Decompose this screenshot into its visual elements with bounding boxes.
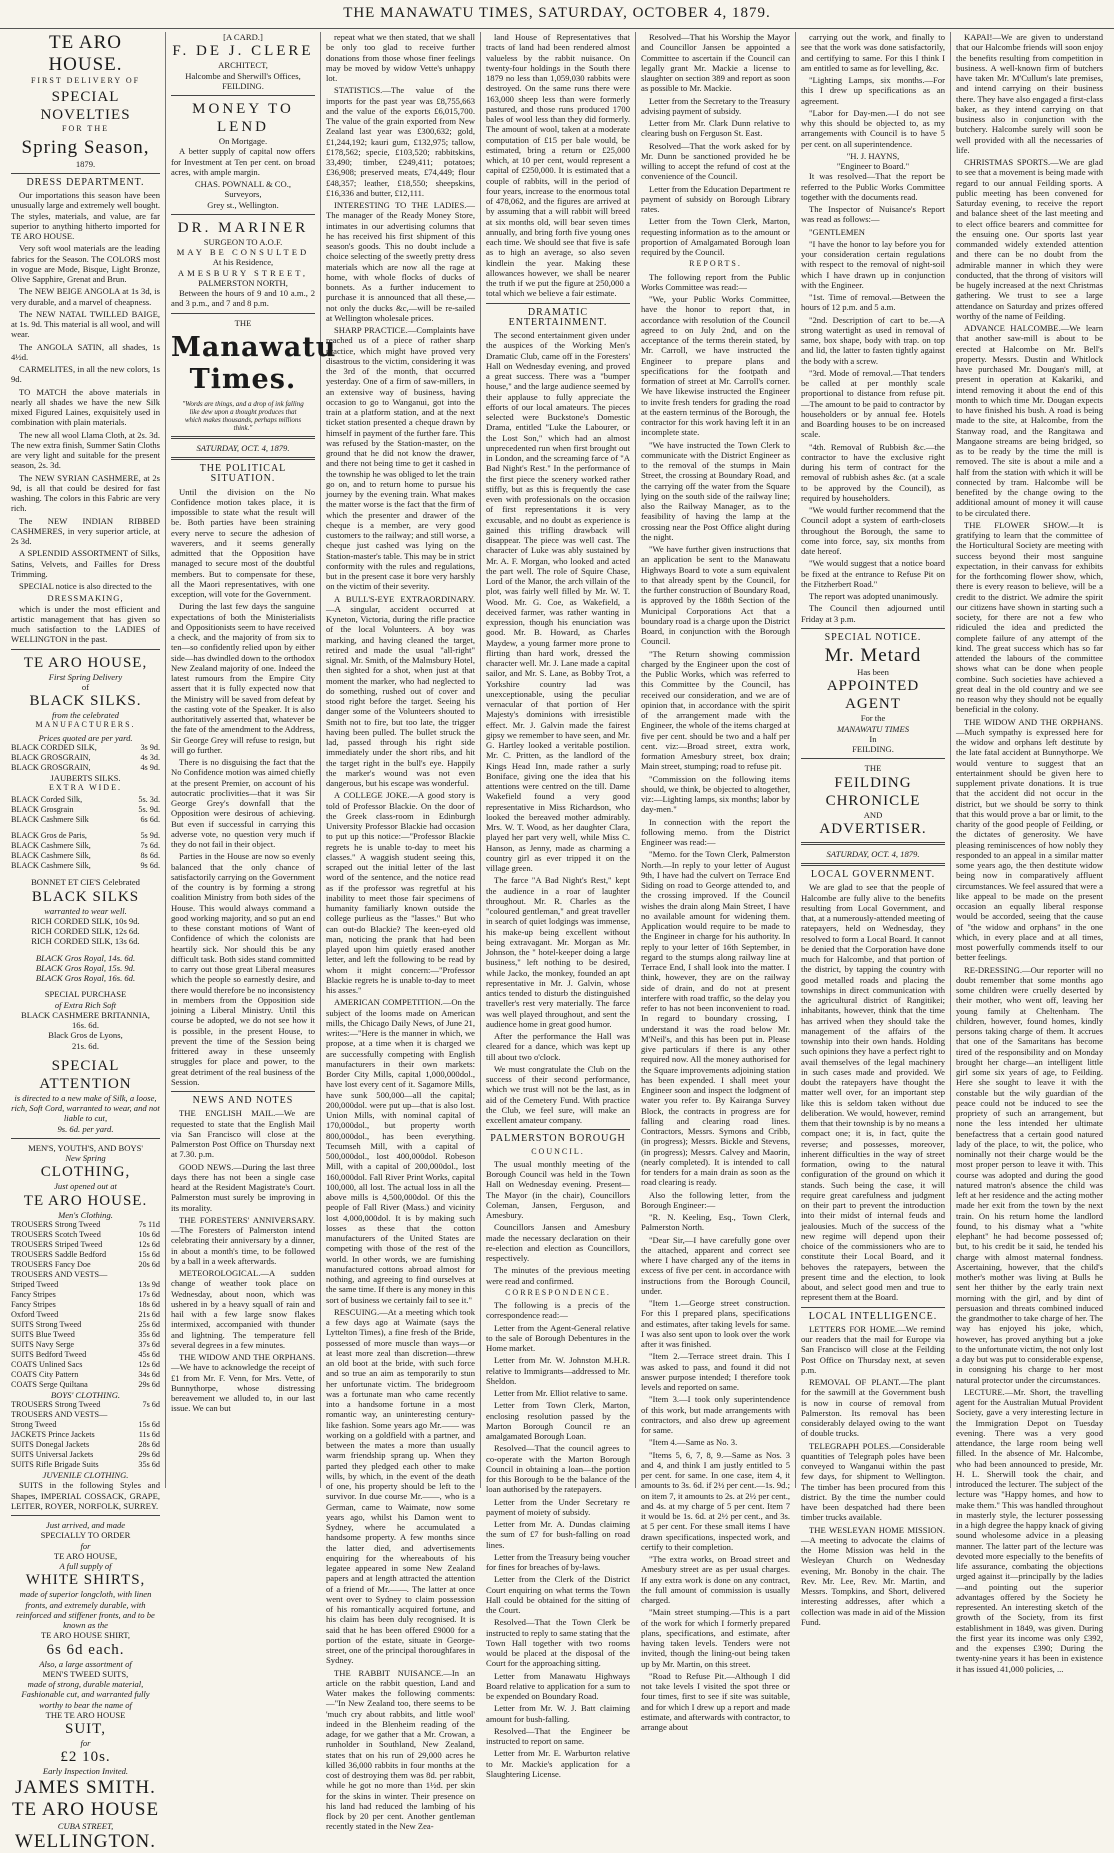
chronicle-title: FEILDING CHRONICLE — [825, 774, 921, 809]
paragraph: carrying out the work, and finally to see that the work was done satisfactorily, and certifying to same. For this I think I am entitled to same as for levelling, &c. — [801, 32, 945, 73]
paragraph: INTERESTING TO THE LADIES.—The manager of the Ready Money Store, intimates in our advertising columns that he has received his first shipment of this season's goods. This no doubt include a choice selecting of the sweetly pretty dress materials which are now all the rage at home, with whole flocks of ducks of bonnets. As a further inducement to purchase it is announced that all these,—not only the ducks &c,—will be re-sailed at Wellington wholesale prices. — [326, 200, 475, 323]
price-line: COATS Unlined Sacs 12s 6d — [11, 1359, 160, 1369]
price-line: RICH CORDED SILK, 13s 6d. — [31, 936, 140, 947]
paragraph: The NEW NATAL TWILLED BAIGE, at 1s. 9d. This material is all wool, and will wear. — [11, 308, 160, 340]
feilding-label: FEILDING. — [222, 80, 264, 91]
clere-name: F. DE J. CLERE — [172, 43, 314, 60]
te-aro-house-5: TE ARO HOUSE — [11, 1798, 160, 1820]
paragraph: Also the following letter, from the Borough Engineer:— — [641, 1189, 790, 1210]
special-novelties: SPECIAL NOVELTIES — [40, 89, 131, 124]
issue-date: SATURDAY, OCT. 4, 1879. — [196, 442, 290, 453]
paragraph: A SPLENDID ASSORTMENT of Silks, Satins, Velvets, and Failles for Dress Trimming. — [11, 548, 160, 579]
paragraph: Letter from Town Clerk, Marton, enclosing resolution passed by the Marton Borough Council re an amalgamated Borough Loan. — [486, 1400, 630, 1441]
celebrated: from the celebrated — [52, 710, 119, 720]
dramatic-heading: DRAMATIC ENTERTAINMENT. — [508, 306, 608, 328]
price-line: TROUSERS Strong Tweed 7s 6d — [11, 1400, 160, 1409]
paragraph: In connection with the report the following memo. from the District Engineer was read:— — [641, 816, 790, 847]
paragraph: A COLLEGE JOKE.—A good story is told of Professor Blackie. On the door of the Greek class-room in Edinburgh University Professor Blackie had occasion to put up this notice:—"Professor Blackie regrets he is unable to-day to meet his classes." A waggish student seeing this, scraped out the initial letter of the last word of the sentence, and the notice read as if the professor was regretful at his inability to meet those fair specimens of humanity familiarly known outside the college purlieus as the "lasses." But who can out-do Blackie? The keen-eyed old man, noticing the prank that had been played upon him quietly erased another letter, and left the following to be read by whom it might concern:—"Professor Blackie regrets he is unable to-day to meet his asses." — [326, 790, 475, 995]
price-line: COATS Serge Quiltana 29s 6d — [11, 1379, 160, 1389]
te-aro-title-2: TE ARO HOUSE, — [23, 654, 148, 671]
price-line: BLACK Cashmere Silk, 8s 6d. — [11, 851, 160, 861]
paragraph: "Item 4.—Same as No. 3. — [649, 1437, 738, 1448]
price-line: Striped Tweed 13s 9d — [11, 1279, 160, 1289]
price-line: Fancy Stripes 18s 6d — [11, 1299, 160, 1309]
shirt-desc: made of superior longcloth, with linen fronts, and extremely durable, with reinforced and stiffener fronts, and to be known as the — [16, 1589, 155, 1630]
price-line: SUITS Rifle Brigade Suits 35s 6d — [11, 1460, 160, 1469]
prices-note: Prices quoted are per yard. — [38, 732, 133, 743]
dress-department: DRESS DEPARTMENT. — [26, 176, 145, 188]
pownall: CHAS. POWNALL & CO., — [194, 179, 292, 189]
price-line: Oxford Tweed 21s 6d — [11, 1309, 160, 1319]
paragraph: "R. N. Keeling, Esq., Town Clerk, Palmerston North. — [641, 1212, 790, 1233]
local-intelligence-heading: LOCAL INTELLIGENCE. — [808, 1310, 938, 1322]
paragraph: "4th. Removal of Rubbish &c.—the contractor to have the exclusive right during his term of contract for the removal of rubbish ashes &c. (at a scale to be approved by the Council), as required by householders. — [801, 441, 945, 503]
price-line: RICH CORDED SILK, 12s 6d. — [31, 926, 140, 936]
price-line: BLACK Gros Royal, 16s. 6d. — [35, 973, 136, 983]
paragraph: "The extra works, on Broad street and Amesbury street are as per usual charges. If any extra work is done on any contract, the full amount of commission is usually charged. — [641, 1554, 790, 1605]
paragraph: "Dear Sir,—I have carefully gone over the attached, apparent and correct see where I have charged any of the items in excess of five per cent. in accordance with instructions from the Borough Council, under. — [641, 1234, 790, 1296]
advertiser-title: ADVERTISER. — [819, 820, 927, 837]
paragraph: SHARP PRACTICE.—Complaints have reached us of a piece of rather sharp practice, which might have proved very disastrous to the victim, considering it was the 3rd of the month, that occurred yesterday. One of a firm of saw-millers, in an extensive way of business, having occasion to go to Wanganui, got into the train at a platform station, and at the next ticket station presented a cheque drawn by himself in payment of the further fare. This was refused by the Station-master, on the ground that he did not know the drawer, and there not being time to get it cashed in the township he was obliged to let the train go on, and to return home to pursue his journey by the evening train. What makes the matter worse is the fact that the firm of which the presenter and drawer of the cheque is a member, are very good customers to the railway; and still worse, a cheque just cashed was lying on the Station-master's table. This may be in strict conformity with the rules and regulations, but in the present case it bore very harshly on the victim of their severity. — [326, 325, 475, 592]
spring-season: Spring Season, — [21, 136, 150, 158]
political-heading: THE POLITICAL SITUATION. — [199, 463, 287, 485]
paragraph: Councillors Jansen and Amesbury made the necessary declaration on their re-election and election as Councillors, respectively. — [486, 1222, 630, 1263]
paragraph: THE ENGLISH MAIL.—We are requested to state that the English Mail via San Francisco will close at the Palmerston Post Office on Thursday next at 7.30. p.m. — [171, 1108, 315, 1160]
council-subheading: COUNCIL. — [531, 1146, 585, 1156]
paragraph: THE FORESTERS' ANNIVERSARY.—The Foresters of Palmerston intend celebrating their anniversary by a dinner, in about a month's time, to be followed by a ball in a week afterwards. — [171, 1214, 315, 1266]
specially: SPECIALLY TO ORDER — [40, 1530, 131, 1541]
paragraph: "Labor for Day-men.—I do not see why this should be objected to, as my arrangements with Council is to have 5 per cent. on all superintendence. — [801, 107, 945, 149]
paragraph: The usual monthly meeting of the Borough Council was held in the Town Hall on Wednesday evening. Present—The Mayor (in the chair), Councillors Coleman, Jansen, Ferguson, and Amesbury. — [486, 1158, 630, 1220]
price-line: JACKETS Prince Jackets 11s 6d — [11, 1430, 160, 1439]
paragraph: Letter from the Treasury being voucher for fines for breaches of by-laws. — [486, 1551, 630, 1572]
paragraph: THE FLOWER SHOW.—It is gratifying to learn that the committee of the Horticultural Society are meeting with success beyond their most sanguine expectation, in their canvass for exhibits for the forthcoming flower show, which, there is every reason to believe, will be a credit to the district. We admire the spirit our citizens have shown in starting such a society, for there are not a few who ridiculed the idea and predicted the complete failure of any attempt of the kind. The great success which has so far attended the labours of the committee shows what can be done when people combine. Such societies have achieved a great deal in the old country and we see no reason why they should not be equally beneficial in the colony. — [956, 519, 1103, 715]
paragraph: METEOROLOGICAL.—A sudden change of weather took place on Wednesday, about noon, which was ushered in by a heavy squall of rain and hail with a few large snow flakes intermixed, accompanied with thunder and lightning. The temperature fell several degrees in a few minutes. — [171, 1268, 315, 1350]
paragraph: There is no disguising the fact that the No Confidence motion was aimed chiefly at the present Premier, on account of his autocratic proclivities—that it was Sir George Grey's downfall that the Opposition were desirous of achieving. But even if successful in carrying this adverse vote, no question very much if they do not fail in their object. — [171, 757, 315, 849]
paragraph: The second entertainment given under the auspices of the Working Men's Dramatic Club, came off in the Foresters' Hall on Wednesday evening, and proved a great success. There was a "bumper house," and the large audience seemed by their applause to fully appreciate the efforts of our local amateurs. The pieces selected were Buckstone's Domestic Drama, entitled "Luke the Labourer, or the Lost Son," which had an almost unprecedented run when first brought out in London, and the screaming farce of "A Bad Night's Rest." In the performance of the first piece the scenery worked rather stiffly, but as this is frequently the case even with professionals on the occasion of first representations it is very excusable, and no doubt as experience is gained this trifling drawback will disappear. The piece was well cast. The character of Luke was ably sustained by Mr. A. F. Morgan, who looked and acted the part well. The role of Squire Chase, Lord of the Manor, the arch villain of the plot, was fairly well filled by Mr. W. T. Wood. Mr. G. Coe, as Wakefield, a deceived farmer, was rather wanting in expression, though his enunciation was good. Mr. B. Howard, as Charles Maydew, a young farmer more prone to flirting than hard work, dressed the character well. Mr. J. Lane made a capital sailor, and Mr. S. Lane, as Bobby Trot, a Yorkshire country lad was unexceptionable, using the peculiar vernacular of that portion of Her Majesty's dominions with irresistible effect. Mr. J. Galvin made the fairest gipsy we remember to have seen, and Mr. G. Hartley looked a veritable postilion. Mr. C. Pritten, as the landlord of the Kings Head Inn, made rather a surly Boniface, giving one the idea that his attentions were centred on the till. Dame Wakefield found a very good representative in Miss Richardson, who looked the bereaved mother admirably. Mrs. W. T. Wood, as her daughter Clara, played her part very well, while Miss C. Hanson, as Jenny, made as charming a country girl as ever tripped it on the village green. — [486, 330, 630, 873]
for-label-2: for — [80, 1738, 91, 1748]
paragraph: LETTERS FOR HOME.—We remind our readers that the mail for Europe via San Francisco will close at the Feilding Post Office on Thursday next, at seven p.m. — [801, 1323, 945, 1375]
paragraph: "2nd. Description of cart to be.—A strong watertight as used in removal of same, box shape, body with trap. on top and lid, the latter to fasten tightly against the body with a screw. — [801, 314, 945, 366]
column-6 — [796, 32, 951, 1627]
paragraph: We must congratulate the Club on the success of their second performance, which we trust will not be the last, as in aid of the Cemetery Fund. With practice the Club, we feel sure, will make an excellent amateur company. — [486, 1063, 630, 1125]
purchase-line: 16s. 6d. — [72, 1020, 99, 1030]
paragraph: The following report from the Public Works Committee was read:— — [641, 271, 790, 292]
special-attention: SPECIAL ATTENTION — [39, 1057, 132, 1092]
paragraph: "We have instructed the Town Clerk to communicate with the District Engineer as to the removal of the stumps in Main Street, the crossing at Boundary Road, and the carrying off the water from the Square lying on the south side of the railway line; also the Railway Manager, as to the feasibility of having the lamp at the crossing near the Post Office alight during the night. — [641, 439, 790, 542]
paragraph: TELEGRAPH POLES.—Considerable quantities of Telegraph poles have been conveyed to Wanganui within the past few days, for shipment to Wellington. The timber has been procured from this district. By the time the number could have been despatched had there been timber trucks available. — [801, 1440, 945, 1523]
purchase-line: 21s. 6d. — [72, 1040, 99, 1051]
special-notice-heading: SPECIAL NOTICE. — [824, 631, 922, 643]
paragraph: Letter from Mr. A. Dundas claiming the sum of £7 for bush-falling on road lines. — [486, 1519, 630, 1550]
paragraph: Resolved—That the council agrees to co-operate with the Marton Borough Council in obtaining a loan—the portion for this Borough to be the balance of the loan authorised by the ratepayers. — [486, 1443, 630, 1495]
mens-heading: MEN'S, YOUTH'S, AND BOYS' — [28, 1142, 143, 1153]
paragraph: which is under the most efficient and artistic management that has given so much satisfaction to the LADIES of WELLINGTON in the past. — [11, 603, 160, 645]
cuba-street: CUBA STREET, — [57, 1820, 114, 1831]
column-4 — [481, 32, 636, 1779]
correspondence-subheading: CORRESPONDENCE. — [505, 1287, 611, 1297]
paragraph: The NEW SYRIAN CASHMERE, at 2s 9d, is all that could be desired for fast washing. The colors in this Fabric are very rich. — [11, 472, 160, 514]
paragraph: "Road to Refuse Pit.—Although I did not take levels I visited the spot three or four times, first to see if site was suitable, and for which I drew up a report and made estimate, and afterwards with contractor, to arrange about — [641, 1670, 790, 1732]
paragraph: The Inspector of Nuisance's Report was read as follows:— — [801, 204, 945, 225]
price-line: BLACK GROSGRAIN, 4s 3d. — [11, 752, 160, 762]
paragraph: "We would further recommend that the Council adopt a system of earth-closets throughout the Borough, the same to come into force, say, six months from date hereof. — [801, 505, 945, 556]
price-line: BLACK Gros Royal, 15s. 9d. — [35, 962, 136, 973]
for-the: FOR THE — [62, 124, 109, 134]
paragraph: During the last few days the sanguine expectations of both the Ministerialists and Oppositionists seem to have received a check, and the majority of from six to ten—so confidently relied upon by either side—has dwindled down to the orthodox New Zealand majority of one. Indeed the latest rumours from the Empire City assert that it is fully expected now that the Ministry will be saved from defeat by the casting vote of the Speaker. It is also authoritatively asserted that, whatever be the fate of the amendment to the Address, Sir George Grey will refuse to resign, but will go further. — [171, 601, 315, 755]
paragraph: "Main street stumping.—This is a part of the work for which I formerly prepared plans, specifications, and estimate, after having taken levels. Tenders were not invited, though the lining-out being taken up by Mr. Martin, on this street. — [641, 1607, 790, 1669]
clothing-heading: CLOTHING, — [40, 1164, 131, 1181]
price-line: TROUSERS AND VESTS— — [11, 1269, 108, 1279]
paragraph: Our importations this season have been unusually large and extremely well bought. The styles, materials, and value, are far superior to anything hitherto imported for TE ARO HOUSE. — [11, 190, 160, 241]
paragraph: "Memo. for the Town Clerk, Palmerston North.—In reply to your letter of August 9th, I have had the culvert on Terrace End Siding on road to George attended to, and the crossing improved. If the Council wishes the drain along Main Street, I have no available amount for widening them. Application would require to be made to the Engineer in charge for his authority. In reply to your letter of 16th September, in regard to the stumps along railway line at Terrace End, I shall look into the matter. I think, however, they are on the railway side of drain, and do not at present interfere with road traffic, so the delay you refer to has not been inconvenient to road. In regard to boundary crossing, I understand it was the road below Mr. M'Neil's, and this has been put in. Please give particulars if there is any other required now. All the money authorised for the Square improvements adjoining station has been expended. I shall meet your Engineer soon and inspect the lodgment of water you refer to. By Kairanga Survey Block, the contracts in progress are for falling and clearing road lines. Contractors, Messrs. Symons and Cribb, (in progress); Messrs. Bickle and Stevens, (in progress); Messrs. Calvey and Maorin, (nearly completed). It is intended to call for tenders for a main drain as soon as the road clearing is ready. — [641, 849, 790, 1188]
extra-wide: EXTRA WIDE. — [49, 783, 122, 792]
on-mortgage: On Mortgage. — [218, 136, 268, 146]
paragraph: "Commission on the following items should, we think, be objected to altogether, viz:—Lighting lamps, six months; labor by day-men." — [641, 773, 790, 815]
columns — [6, 32, 1108, 1852]
of-label: of — [81, 681, 90, 692]
paragraph: STATISTICS.—The value of the imports for the past year was £8,755,663 and the value of the exports £6,015,700. The value of the grain exported from New Zealand last year was £300,632; gold, £1,244,192; kauri gum, £132,975; tallow, £178,562; specie, £103,520; rabbitskins, 33,490; timber, £249,411; potatoes; £36,908; preserved meats, £74,449; flour £48,357; leather, £18,550; sheepskins, £16,336 and butter, £12,111. — [326, 85, 475, 198]
price-line: COATS City Pattern 34s 6d — [11, 1369, 160, 1379]
the-house: THE TE ARO HOUSE — [45, 1709, 126, 1720]
price-line: TROUSERS Saddle Bedford 15s 6d — [11, 1249, 160, 1259]
masthead: Manawatu Times. — [171, 331, 337, 395]
column-1 — [6, 32, 166, 1852]
paragraph: "3rd. Mode of removal.—That tenders be called at per monthly scale proportional to distance from refuse pit.—The amount to be paid to contractor by householders or by annual fee. Hotels and Boarding houses to be on increased scale. — [801, 367, 945, 440]
column-2 — [166, 32, 337, 1488]
paragraph: KAPAI!—We are given to understand that our Halcombe friends will soon enjoy the benefits resulting from competition in business. A well-known firm of butchers have taken Mr. M'Cullum's late premises, and intend carrying on their business there. They have also engaged a first-class baker, as they intend carrying on that business also in conjunction with the butchery. Halcombe surely will soon be well provided with all the necessaries of life. — [956, 32, 1103, 155]
price-line: BLACK Cashmere Silk 6s 6d. — [11, 815, 160, 825]
appointed-agent: APPOINTED AGENT — [826, 678, 920, 713]
card-label: [A CARD.] — [223, 32, 263, 42]
price-line: BLACK GROSGRAIN, 4s 9d. — [11, 762, 160, 772]
paragraph: AMERICAN COMPETITION.—On the subject of the looms made on American mills, the Chicago Daily News, of June 21, writes:—"Here is the manner in which, we propose, at a time when it is charged we are successfully competing with English manufacturers in their own markets: Border City Mills, capital 1,000,000dol., have lost every cent of it. Sagamore Mills, have sunk 500,000—all the capital; 200,000dol. were put up—that is also lost. Union Mills, with nominal capital of 170,000dol., but property worth 800,000dol., has been everything. Tecumseh Mill, with a capital of 500,000dol., lost 400,000dol. Robeson Mill, with a capital of 200,000dol., lost 160,000dol. Fall River Print Works, capital 100,000, all lost. The actual loss in all the above mills is 4,500,000dol. Of this the people of Fall River (Mass.) and vicinity lost 4,000,000dol. It is by making such losses as these that the cotton manufacturers of the United States are competing with those of the rest of the world. In other words, we are furnishing manufactured cottons abroad almost for nothing, and agreeing to find ourselves at the same time. If there is any money in this sort of business we certainly fail to see it." — [326, 997, 475, 1305]
price-line: TROUSERS Strong Tweed 7s 11d — [11, 1219, 160, 1229]
paragraph: "GENTLEMEN — [809, 226, 866, 237]
paragraph: THE WESLEYAN HOME MISSION.—A meeting to advocate the claims of the Home Mission was held in the Wesleyan Church on Wednesday evening, Mr. Bonoby in the chair. The Rev. Mr. Lee, Rev. Mr. Martin, and Messrs. Tompkins, and Short, delivered interesting addresses, after which a collection was made in aid of the Mission Fund. — [801, 1524, 945, 1627]
also-label: Also, a large assortment of — [39, 1658, 132, 1669]
attention-price: 9s. 6d. per yard. — [57, 1123, 114, 1134]
paragraph: Parties in the House are now so evenly balanced that the only chance of satisfactorily carrying on the Government of the country is by forming a strong coalition Ministry from both sides of the House. This would always command a good working majority, and so put an end to these constant motions of Want of Confidence of which the colonists are heartily sick. Nor should this be any difficult task. Both sides stand committed to carry out those great Liberal measures which the people so earnestly desire, and there would therefore be no inconsistency in members from the Opposition side joining a Liberal Ministry. Until this course be adopted, we do not see how it is possible, in the present House, to prevent the time of the Session being frittered away in these unseemly struggles for place and power, to the great detriment of the real business of the Session. — [171, 851, 315, 1087]
paragraph: THE WIDOW AND THE ORPHANS.—Much sympathy is expressed here for the widow and orphans left destitute by the late fatal accident at Bunnythorpe. We would venture to suggest that an entertainment should be given here to supplement private donations. It is true that the accident did not occur in the district, but we should be sorry to think that this would prove a bar or limit, to the charity of the good people of Feilding, or the dictates of generosity. We have pleasing reminiscences of how nobly they responded to an appeal in a similar matter some years ago, the then destitute widow being now in comparatively affluent circumstances. We feel assured that were a like appeal to be made on the present occasion an equally liberal response would be accorded, seeing that the cause of "the widow and orphans" in the one which, in every place and at all times, most powerfully commends itself to our better feelings. — [956, 716, 1103, 963]
signature-title: "Engineer to Board." — [836, 161, 910, 171]
first-spring-delivery: First Spring Delivery — [48, 671, 123, 682]
architect-address: Halcombe and Sherwill's Offices, — [185, 70, 301, 81]
paragraph: "Lighting Lamps, six months.—For this I drew up specifications as an agreement. — [801, 75, 945, 106]
paragraph: REMOVAL OF PLANT.—The plant for the sawmill at the Government bush is now in course of removal from Palmerston. Its removal has been considerably delayed owing to the want of double trucks. — [801, 1377, 945, 1439]
paragraph: "Items 5, 6, 7, 8, 9.—Same as Nos. 3 and 4, and think I am justly entitled to 5 per cent. for same. In one case, item 4, it amounts to 3s. 6d. if 2½ per cent.—1s. 9d.; on item 7, it amounts to 2s. at 2½ per cent., and 4s. at my charge of 5 per cent. Item 7 it would be 1s. 6d. at 2½ per cent., and 3s. at 5 per cent. For these small items I have drawn specifications, inspected work, and certify to their completion. — [641, 1449, 790, 1552]
paragraph: The farce "A Bad Night's Rest," kept the audience in a roar of laughter throughout. Mr. R. Charles as the "coloured gentleman," and great traveller in search of quiet lodgings was immense, his make-up being excellent without being extravagant. Mr. Morgan as Mr. Johnson, the " hotel-keeper doing a large business," left nothing to be desired, while Jacko, the monkey, founded an apt representative in Mr. J. Galvin, whose antics tended to disturb the distinguished traveller's rest very materially. The farce was well played throughout, and sent the audience home in great good humor. — [486, 875, 630, 1029]
news-notes-heading: NEWS AND NOTES — [192, 1095, 294, 1106]
james-smith: JAMES SMITH. — [15, 1776, 156, 1798]
paragraph: Letter from Mr. E. Warburton relative to Mr. Mackie's application for a Slaughtering License. — [486, 1748, 630, 1779]
metard-name: Mr. Metard — [824, 645, 922, 666]
price-line: RICH CORDED SILK, 10s 9d. — [31, 915, 140, 926]
mens-clothing: Men's Clothing. — [58, 1209, 113, 1220]
paragraph: The Council then adjourned until Friday at 3 p.m. — [801, 603, 945, 624]
paragraph: The NEW INDIAN RIBBED CASHMERES, in very superior article, at 2s 3d. — [11, 515, 160, 546]
black-silks-heading-2: BLACK SILKS — [31, 888, 140, 905]
price-line: TROUSERS Scotch Tweed 10s 6d — [11, 1229, 160, 1239]
purchase-line: Black Gros de Lyons, — [48, 1030, 123, 1041]
new-spring: New Spring — [65, 1153, 106, 1163]
paragraph: Resolved—That his Worship the Mayor and Councillor Jansen be appointed a Committee to ascertain if the Council can legally grant Mr. Mackie a license to slaughter on section 389 and report as soon as possible to Mr. Mackie. — [641, 32, 790, 94]
year: 1879. — [75, 158, 96, 169]
column-3 — [321, 32, 481, 1832]
the-label: THE — [234, 317, 252, 328]
te-aro-house-3: TE ARO HOUSE. — [23, 1192, 148, 1209]
paragraph: "We, your Public Works Committee, have the honor to report that, in accordance with resolution of the Council agreed to on July 2nd, and on the acceptance of the terms therein stated, by Mr. Carroll, we have instructed the Engineer to prepare plans and specifications for the footpath and formation of street at Mr. Carroll's corner. We have likewise instructed the Engineer to invite fresh tenders for grading the road at the eastern terminus of the Borough, the contractor for this work having left it in an incomplete state. — [641, 294, 790, 438]
borough-heading: PALMERSTON BOROUGH — [490, 1133, 626, 1145]
price-line: Strong Tweed 15s 6d — [11, 1420, 160, 1429]
paragraph: land House of Representatives that tracts of land had been rendered almost valueless by the rabbit nuisance. On twenty-four holdings in the South there 1879 no less than 1,059,030 rabbits were destroyed. On the same runs there were 163,000 sheep less than were formerly pastured, and those runs produced 1700 bales of wool less than they did formerly. The amount of wool, taken at a moderate computation of £15 per bale would, be estimated, bring a return or £25,000 which, at 10 per cent, would represent a capital of £250,000. It is estimated that a couple of rabbits, will in the period of four years, increase to the enormous total of 478,062, and the figures are arrived at by assuming that a will rabbit will breed at six months old, will bear seven times annually, and bring forth five young ones each time. We should see that five is safe as to high an average, so also seven kindlein the year. Making these allowances however, we shall be nearer the truth if we put the figure at 250,000 a total which we believe a fair estimate. — [486, 32, 630, 299]
price-line: SUITS Bedford Tweed 45s 6d — [11, 1349, 160, 1359]
paragraph: "Item 1.—George street construction. For this I prepared plans, specifications and estimates, after taking levels for same. I was also sent upon to look over the work after it was finished. — [641, 1298, 790, 1349]
newspaper-date-header: THE MANAWATU TIMES, SATURDAY, OCTOBER 4, 1879. — [343, 5, 771, 21]
chronicle-date: SATURDAY, OCT. 4, 1879. — [826, 848, 920, 859]
paragraph: RESCUING.—At a meeting which took a few days ago at Waimate (says the Lyttelton Times), a fine fresh of the Bride, possessed of more muscle than ways—or at least more zeal than discretion—threw an old boot at the bride, with such force and so true an aim as temporarily to stun her unfortunate victim. The bridegroom was a fortunate man who came recently into a handsome fortune in a most romantic way, an uninteresting century-like fashion. Some years ago Mr.—— was working on a goldfield with a partner, and between the mates a more than usually warm friendship sprang up. When they parted they pledged each other to make wills, by which, in the event of the death of one, his property should be left to the survivor. In due course Mr.——, who is a German, came to Waimate, now some years ago, whilst his Damon went to Sydney, where he accumulated a handsome property. A few months since the latter died, and advertisements enquiring for the whereabouts of his legatee appeared in some New Zealand papers and at length attracted the attention of a friend of Mr.——. The latter at once went over to Sydney to claim possession of his romantically acquired fortune, and his claim has been duly recognised. It is said that he has been offered £9000 for a portion of the estate, situate in George-street, one of the principal thoroughfares in Sydney. — [326, 1306, 475, 1666]
paragraph: The NEW BEIGE ANGOLA at 1s 3d, is very durable, and a marvel of cheapness. — [11, 286, 160, 307]
motto: "Words are things, and a drop of ink falling like dew upon a thought produces that which makes thousands, perhaps millions think." — [182, 399, 304, 432]
boys-clothing: BOYS' CLOTHING. — [50, 1389, 121, 1400]
signature-name: "H. J. HAYNS, — [846, 150, 900, 161]
paragraph: Letter from the Education Department re payment of subsidy on Borough Library rates. — [641, 183, 790, 214]
price-line: BLACK Cashmere Silk, 7s 6d. — [11, 841, 160, 851]
paragraph: Resolved—That the Engineer be instructed to report on same. — [486, 1725, 630, 1746]
jauberts-heading: JAUBERTS SILKS. — [50, 772, 121, 783]
paragraph: TO MATCH the above materials in nearly all shades we have the new Silk mixed Figured Laines, exquisitely used in combination with plain materials. — [11, 386, 160, 428]
paragraph: Very soft wool materials are the leading fabrics for the Season. The COLORS most in vogue are Mode, Bisque, Light Bronze, Olive Sapphire, Grenat and Brun. — [11, 243, 160, 284]
paragraph: Letter from the Under Secretary re payment of moiety of subsidy. — [486, 1496, 630, 1517]
price-line: SUITS Navy Serge 37s 6d — [11, 1339, 160, 1349]
price-line: BLACK Corded Silk, 5s. 3d. — [11, 795, 160, 805]
price-line: SUITS Universal Jackets 29s 6d — [11, 1450, 160, 1459]
paragraph: It was resolved—That the report be referred to the Public Works Committee together with the documents read. — [801, 171, 945, 202]
paragraph: "We have further given instructions that an application be sent to the Manawatu Highways Board to vote a sum equivalent to that already spent by the Council, for the further construction of Boundary Road, is approved by the 188th Section of the Municipal Corporations Act that a boundary road is a charge upon the District Board, in conjunction with the Borough Council. — [641, 544, 790, 647]
for-label: for — [80, 1540, 91, 1551]
purchase-line: of Extra Rich Soft — [54, 999, 117, 1010]
paragraph: Letter from Manawatu Highways Board relative to application for a sum to be expended on Boundary Road. — [486, 1670, 630, 1701]
paragraph: The following is a precis of the correspondence read:— — [486, 1300, 630, 1321]
warranted: warranted to wear well. — [44, 905, 127, 916]
column-7 — [951, 32, 1108, 1674]
paragraph: "1st. Time of removal.—Between the hours of 12 p.m. and 5 a.m. — [801, 292, 945, 313]
page-header — [0, 0, 1114, 29]
paragraph: THE RABBIT NUISANCE.—In an article on the rabbit question, Land and Water makes the following comments:—"In New Zealand too, there seems to be 'much cry about rabbits, and little wool' indeed in the Blenheim reading of the adage, for we gather that a Mr. Crowan, a runholder in Southland, New Zealand, states that on his run of 29,000 acres he killed 36,000 rabbits in four months at the cost of destroying them was 8d. per rabbit, while he got no more than 1½d. per skin for the skins in winter. Their presence on his land had reduced the lambing of his flock by 20 per cent. Another gentleman recently stated in the New Zea- — [326, 1667, 475, 1832]
dressmaking-heading: DRESSMAKING, — [47, 593, 124, 604]
price-line: SUITS Blue Tweed 35s 6d — [11, 1329, 160, 1339]
reports-subheading: REPORTS. — [689, 259, 742, 269]
grey-street: Grey st., Wellington. — [207, 199, 279, 210]
paragraph: CHRISTMAS SPORTS.—We are glad to see that a movement is being made with regard to our annual Feilding sports. A public meeting has been convened for Saturday evening, to receive the report and balance sheet of the last meeting and to elect office bearers and committee for the ensuing one. Our sports last year commanded widely extended attention and there can be no doubt from the admirable manner in which they were conducted, that the throng of visitors will be hugely increased at the next Christmas gathering. We trust to see a large attendance on Saturday and prizes offered worthy of the name of Feilding. — [956, 157, 1103, 321]
feilding-town: FEILDING. — [852, 744, 894, 754]
paragraph: Letter from the Town Clerk, Marton, requesting information as to the amount or proportion of Amalgamated Borough loan required by the Council. — [641, 216, 790, 257]
price-line: TROUSERS AND VESTS— — [11, 1410, 108, 1419]
attention-text: is directed to a new make of Silk, a loose, rich, Soft Cord, warranted to wear, and not liable to cut, — [11, 1092, 160, 1124]
purchase-line: BLACK CASHMERE BRITANNIA, — [21, 1009, 150, 1020]
mariner-name: DR. MARINER — [177, 219, 309, 236]
paragraph: "I have the honor to lay before you for your consideration certain regulations with respect to the removal of night-soil which I have drawn up in conjunction with the Engineer. — [801, 238, 945, 290]
juvenile-clothing: JUVENILE CLOTHING. — [42, 1470, 129, 1480]
special-purchase: SPECIAL PURCHASE — [44, 989, 127, 1000]
and-label: AND — [863, 809, 883, 820]
surgeon-label: SURGEON TO A.O.F. — [203, 236, 283, 247]
paragraph: A BULL'S-EYE EXTRAORDINARY.—A singular, accident occurred at Kyneton, Victoria, during the rifle practice of the local Volunteers. A boy was marking, and having cleaned the target, retired and made the usual "all-right" signal. Mr. Smith, of the Malmsbury Hotel, then sighted for a shot, when just at that moment the marker, who had neglected to do something, rushed out of cover and stood right before the target. Seeing his danger some of the Volunteers shouted to Smith not to fire, but too late, the trigger having been pulled. The bullet struck the lad, passed through his right side immediately under the short ribs, and hit the target right in the bull's eye. Happily the marker's wound was not even dangerous, but his escape was wonderful. — [326, 593, 475, 788]
wellington: WELLINGTON. — [15, 1830, 156, 1852]
paragraph: GOOD NEWS.—During the last three days there has not been a single case heard at the Resident Magistrate's Court. Palmerston must surely be improving in its morality. — [171, 1161, 315, 1213]
column-5 — [636, 32, 796, 1732]
money-to-lend: MONEY TO LEND — [192, 101, 294, 135]
paragraph: We are glad to see that the people of Halcombe are fully alive to the benefits resulting from Local Government, and that, at a numerously-attended meeting of ratepayers, held on Wednesday, they resolved to form a Local Board. It cannot be denied that the Corporation have done much for Halcombe, and that portion of the district, by tapping the country with good metalled roads and placing the townships in direct communication with the agricultural district of Rangitikei; inhabitants, however, think that the time has arrived when they should take the management of the affairs of the township into their own hands. Holding such opinions they have a perfect right to avail themselves of the legal machinery in such cases made and provided. We doubt the ratepayers have thought the matter well over, for an important step like this is seldom taken without due deliberation. We would, however, remind them that their township is by no means a compact one; it is, in fact, quite the reverse; and possesses, moreover, inherent difficulties in the way of street formation, owing to the natural configuration of the ground on which it stands. Such being the case, it will require great carefulness and judgment on their part to prevent the introduction into their midst of internal feuds and jealousies. Much of the success of the new regime will depend upon their choice of the commissioners who are to constitute their Local Board, and it behoves the ratepayers, between the present time and the election, to look about, and select good men and true to represent them at the Board. — [801, 882, 945, 1303]
paragraph: "The Return showing commission charged by the Engineer upon the cost of the Public Works, which was referred to this Committee by the Council, has received our consideration, and we are of opinion that, in accordance with the spirit of the arrangement made with the Engineer, the whole of the items charged at five per cent. should be two and a half per cent. viz:—Broad street, extra work, formation Amesbury street, box drain; Main street, stumping; road to refuse pit. — [641, 648, 790, 772]
price-line: SUITS Strong Tweed 25s 6d — [11, 1319, 160, 1329]
consulted: MAY BE CONSULTED — [176, 247, 310, 257]
price-line: BLACK Cashmere Silk, 9s 6d. — [11, 861, 160, 871]
black-silks-heading: BLACK SILKS. — [29, 693, 142, 709]
paragraph: "We would suggest that a notice board be fixed at the entrance to Refuse Pit on the Fitzherbert Road." — [801, 558, 945, 589]
residence: At his Residence, — [212, 257, 274, 268]
paragraph: "Item 2.—Terrace street drain. This I was asked to pass, and found it did not answer purpose intended; I therefore took levels and reported on same. — [641, 1351, 790, 1392]
paragraph: Letter from the Clerk of the District Court enquiring on what terms the Town Hall could be obtained for the sitting of the Court. — [486, 1574, 630, 1615]
price-line: BLACK Gros de Paris, 5s 9d. — [11, 831, 160, 841]
the-label-2: THE — [864, 763, 882, 774]
full-supply: A full supply of — [59, 1561, 112, 1571]
paragraph: The minutes of the previous meeting were read and confirmed. — [486, 1265, 630, 1286]
suit-price: £2 10s. — [60, 1749, 111, 1766]
palmerston: PALMERSTON NORTH, — [198, 277, 288, 288]
te-aro-shirt: TE ARO HOUSE SHIRT, — [40, 1630, 131, 1641]
paragraph: The new all wool Llama Cloth, at 2s. 3d. The new extra finish, Summer Satin Cloths are very light and suitable for the present season, 2s. 3d. — [11, 429, 160, 471]
made-desc: made of strong, durable material, Fashionable cut, and warranted fully worthy to bear the name of — [21, 1679, 150, 1710]
price-line: BLACK CORDED SILK, 3s 9d. — [11, 742, 160, 752]
paragraph: Between the hours of 9 and 10 a.m., 2 and 3 p.m., and 7 and 8 p.m. — [171, 288, 315, 309]
surveyors: Surveyors, — [224, 189, 262, 200]
paragraph: Resolved—That the work asked for by Mr. Dunn be sanctioned provided he be willing to accept the refund of cost at the convenience of the Council. — [641, 140, 790, 182]
price-line: TROUSERS Striped Tweed 12s 6d — [11, 1239, 160, 1249]
manawatu-times-name: MANAWATU TIMES — [836, 723, 910, 734]
te-aro-title: TE ARO HOUSE. — [48, 32, 123, 75]
price-line: BLACK Gros Royal, 14s. 6d. — [35, 952, 136, 963]
paragraph: After the performance the Hall was cleared for a dance, which was kept up till about two o'clock. — [486, 1031, 630, 1062]
amesbury: AMESBURY STREET, — [177, 267, 309, 278]
has-been: Has been — [857, 667, 889, 677]
shirt-price: 6s 6d each. — [46, 1641, 125, 1658]
paragraph: SUITS in the following Styles and Shapes, IMPERIAL COSSACK, GRAPE, LEITER, ROYER, NORFOLK, SURREY. — [11, 1480, 160, 1511]
just-arrived: Just arrived, and made — [45, 1520, 126, 1530]
local-government-heading: LOCAL GOVERNMENT. — [810, 869, 936, 880]
bonnet-heading: BONNET ET CIE'S Celebrated — [31, 877, 140, 888]
paragraph: A better supply of capital now offers for Investment at Ten per cent. on broad acres, with ample margin. — [171, 146, 315, 177]
paragraph: Resolved—That the Town Clerk be instructed to reply to same stating that the Town Hall together with two rooms would be placed at the disposal of the Court for the approaching sitting. — [486, 1617, 630, 1669]
architect-label: ARCHITECT, — [218, 60, 268, 71]
paragraph: RE-DRESSING.—Our reporter will no doubt remember that some months ago some children were cruelly deserted by their mother, who went off, leaving her young family at Cheltenham. The children, however, found homes, kindly persons taking charge of them. It accrues that one of the Samaritans has become tired of the responsibility and on Monday brought her charge—an intelligent little girl some six years of age, to Feilding. Here she sought to leave it with the constable but the wily guardian of the peace could not be induced to see the propriety of such an arrangement, but none the less intended her ultimate benefactress that a certain good natured lady of the place, to wit, the police, who nominally not their charge would be the most proper person to leave it with. This course was adopted and during the good natured matron's absence the child was left at her residence and the acting mother made her exit from the town by the next train. On his return home the landlord found, to his dismay what a "white elephant" he had become possessed of; but, to his credit be it said, he tended his charge with almost maternal fondness. Ascertaining, however, that the child's mother's mother was living at Bulls he sent her thither by the early train next morning with the girl, and by dint of persuasion and threats combined induced the grandmother to take charge of her. The way has enjoyed his joke, which, however, has proved anything but a joke to the unfortunate victim, the not only lost a day but was put to considerable expense, in consigning his charge to her most natural protector under the circumstances. — [956, 964, 1103, 1385]
paragraph: Letter from Mr. Elliot relative to same. — [494, 1388, 628, 1398]
price-line: TROUSERS Fancy Doe 20s 6d — [11, 1259, 160, 1269]
suit-label: SUIT, — [65, 1721, 106, 1737]
paragraph: SPECIAL notice is also directed to the — [19, 581, 152, 591]
paragraph: LECTURE.—Mr. Short, the travelling agent for the Australian Mutual Provident Society, gave a very interesting lecture in the Immigration Depot on Tuesday evening. There was a very good attendance, the large room being well filled. In the absence of Mr. Halcombe, who had been announced to preside, Mr. H. L. Sherwill took the chair, and introduced the lecturer. The subject of the lecture was "Happy homes, and how to make them." This was handled throughout in masterly style, the lecturer possessing in a high degree the happy knack of giving sound wholesome advice in a pleasing manner. The latter part of the lecture was devoted more especially to the benefits of life assurance, combating the objections urged against it—principally by the ladies—and pointing out the superior advantages offered by the Society he represented. An interesting sketch of the growth of the Society, from its first establishment in 1849, was given. During the first year its income was only £392, and the expenses £390; During the twenty-nine years it has been in existence it has issued 41,000 policies, ... — [956, 1386, 1104, 1674]
paragraph: Letter from the Secretary to the Treasury advising payment of subsidy. — [641, 95, 790, 116]
early-inspection: Early Inspection Invited. — [42, 1766, 129, 1777]
paragraph: ADVANCE HALCOMBE.—We learn that another saw-mill is about to be erected at Halcombe on Mr. Bell's property. Messrs. Dustin and Whitlock have purchased Mr. Dougan's mill, at present in operation at Kakariki, and intend removing it about the end of this month to which time Mr. Dougan expects to have finished his bush. A road is being made to the site, at Halcombe, from the Stanway road, and the Rangitawa and Mangaone streams are being bridged, so as to be ready by the time the mill is removed. The site is about a mile and a half from the station with which it will be connected by tram. Halcombe will be benefited by the change owing to the additional amount of money it will cause to be circulated there. — [956, 323, 1103, 518]
paragraph: repeat what we then stated, that we shall be only too glad to receive further donations from those whose finer feelings may be moved by widow Vette's unhappy lot. — [326, 32, 475, 83]
white-shirts: WHITE SHIRTS, — [25, 1572, 146, 1589]
tweed-suits: MEN'S TWEED SUITS, — [42, 1668, 129, 1679]
first-delivery: FIRST DELIVERY OF — [30, 76, 141, 85]
just-opened: Just opened out at — [54, 1181, 117, 1192]
in-label: In — [869, 733, 877, 744]
paragraph: Letter from Mr. W. Johnston M.H.R. relative to Immigrants—addressed to Mr. Sheldon. — [486, 1355, 630, 1386]
paragraph: Letter from Mr. W. J. Batt claiming amount for bush-falling. — [486, 1703, 630, 1724]
manufacturers: MANUFACTURERS. — [35, 720, 136, 730]
paragraph: "Item 3.—I took only superintendence of this work, but made arrangements with contractors, and also drew up agreement for same. — [641, 1394, 790, 1435]
paragraph: The report was adopted unanimously. — [809, 591, 939, 601]
paragraph: THE WIDOW AND THE ORPHANS.—We have to acknowledge the receipt of £1 from Mr. F. Venn, for Mrs. Vette, of Bunnythorpe, whose distressing bereavement we alluded to, in our last issue. We can but — [171, 1352, 315, 1414]
paragraph: Letter from Mr. Clark Dunn relative to clearing bush on Ferguson St. East. — [641, 118, 790, 139]
paragraph: CARMELITES, in all the new colors, 1s 9d. — [11, 364, 160, 385]
te-aro-house-4: TE ARO HOUSE, — [53, 1550, 118, 1561]
for-the-label: For the — [860, 713, 886, 724]
price-line: BLACK Grosgrain 5s. 9d. — [11, 805, 160, 815]
paragraph: The ANGOLA SATIN, all shades, 1s 4½d. — [11, 341, 160, 362]
price-line: Fancy Stripes 17s 6d — [11, 1289, 160, 1299]
paragraph: Until the division on the No Confidence motion takes place, it is impossible to state what the result will be. Both parties have been straining every nerve to secure the adhesion of waverers, and it seems generally admitted that the Opposition have managed to secure most of the doubtful members. But to compensate for these, all the Maori representatives, with one exception, will vote for the Government. — [171, 486, 315, 599]
price-line: SUITS Donegal Jackets 28s 6d — [11, 1440, 160, 1449]
paragraph: Letter from the Agent-General relative to the sale of Borough Debentures in the Home market. — [486, 1322, 630, 1353]
